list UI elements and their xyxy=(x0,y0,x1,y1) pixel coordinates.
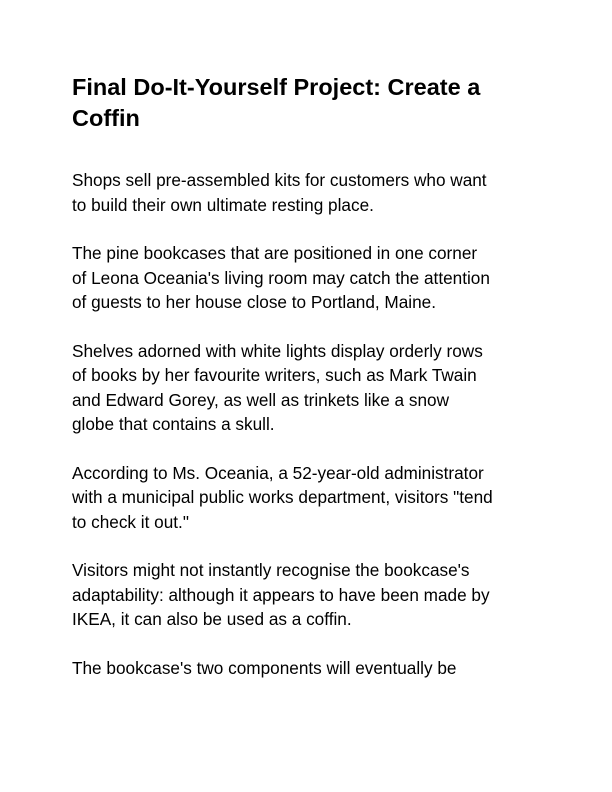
paragraph-4: According to Ms. Oceania, a 52-year-old administrator with a municipal public works department, visitors "tend to check it out." xyxy=(72,462,493,532)
paragraph-5: Visitors might not instantly recognise the bookcase's adaptability: although it appears to have been made by IKEA, it can also be used as a coffin. xyxy=(72,560,490,629)
page-title: Final Do-It-Yourself Project: Create a Coffin xyxy=(72,74,481,131)
paragraph-6: The bookcase's two components will eventually be xyxy=(72,657,457,678)
paragraph-2: The pine bookcases that are positioned in one corner of Leona Oceania's living room may catch the attention of guests to her house close to Portland, Maine. xyxy=(72,243,490,312)
paragraph-1: Shops sell pre-assembled kits for customers who want to build their own ultimate resting place. xyxy=(72,170,487,215)
document-page xyxy=(72,72,542,704)
paragraph-3: Shelves adorned with white lights display orderly rows of books by her favourite writers, such as Mark Twain and Edward Gorey, as well as trinkets like a snow globe that contains a skull. xyxy=(72,340,483,434)
